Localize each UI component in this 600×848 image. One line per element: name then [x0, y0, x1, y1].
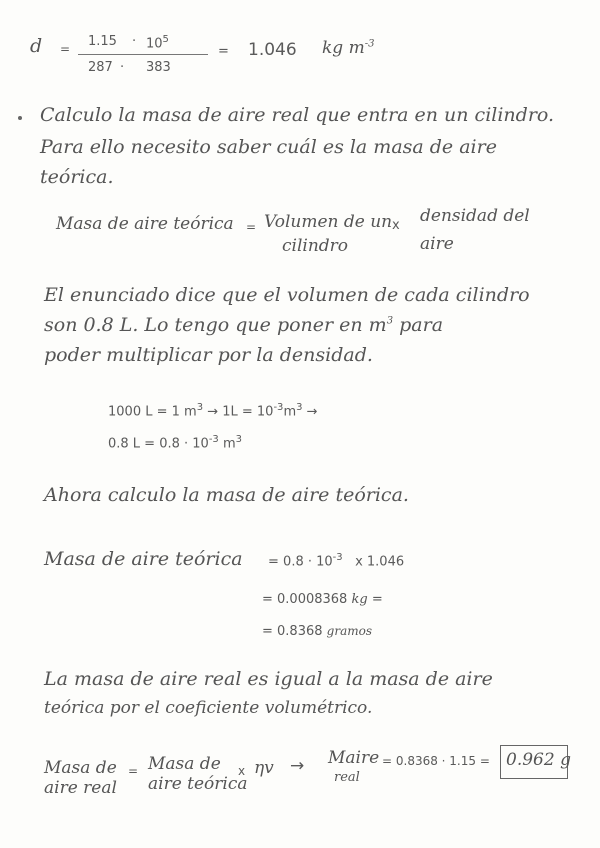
- eq-term-density-b: aire: [420, 234, 454, 254]
- bullet-point: [18, 116, 22, 120]
- para1-line2: Para ello necesito saber cuál es la masa de aire: [40, 136, 497, 158]
- final-equals: =: [128, 764, 139, 778]
- final-expression: = 0.8368 · 1.15 =: [382, 754, 490, 768]
- final-m-air-b: real: [334, 770, 360, 785]
- eq-term-volume-b: cilindro: [282, 236, 349, 256]
- eq-term-mass-theoretical: Masa de aire teórica: [56, 214, 234, 234]
- para1-line1: Calculo la masa de aire real que entra en un cilindro.: [40, 104, 555, 126]
- eq-times: x: [392, 218, 400, 233]
- eq-term-volume-a: Volumen de un: [264, 212, 393, 232]
- denominator-dot: ·: [120, 60, 125, 75]
- denominator-a: 287: [88, 60, 113, 75]
- final-term1-a: Masa de: [44, 758, 117, 778]
- final-arrow: →: [290, 756, 305, 776]
- calc-label: Masa de aire teórica: [44, 548, 243, 570]
- para3-line1: Ahora calculo la masa de aire teórica.: [44, 484, 409, 506]
- calc-step3: = 0.8368 gramos: [262, 624, 372, 639]
- density-result: 1.046: [248, 40, 297, 60]
- conversion-line1: 1000 L = 1 $m^3 \to 1L = 10^{-3}m^3$ →: [108, 402, 318, 420]
- fraction-line: [78, 54, 208, 55]
- final-term2-b: aire teórica: [148, 774, 248, 794]
- density-unit: kg $m^{-3}$: [322, 38, 375, 58]
- final-m-air-a: Maire: [328, 748, 380, 768]
- eta-volumetric: ηv: [254, 758, 274, 778]
- equals-sign: =: [60, 42, 71, 56]
- para4-line1: La masa de aire real es igual a la masa de aire: [44, 668, 493, 690]
- equals-sign-2: =: [218, 44, 229, 59]
- denominator-b: 383: [146, 60, 171, 75]
- eq-term-density-a: densidad del: [420, 206, 530, 226]
- final-term1-b: aire real: [44, 778, 117, 798]
- para2-line3: poder multiplicar por la densidad.: [44, 344, 373, 366]
- density-symbol: d: [30, 35, 43, 57]
- para1-line3: teórica.: [40, 166, 114, 188]
- final-result: 0.962 g: [506, 750, 571, 770]
- calc-step2: = 0.0008368 kg =: [262, 592, 383, 607]
- final-term2-a: Masa de: [148, 754, 221, 774]
- eq-equals: =: [246, 220, 257, 234]
- para2-line1: El enunciado dice que el volumen de cada cilindro: [44, 284, 530, 306]
- final-times: x: [238, 764, 246, 778]
- numerator-a: 1.15: [88, 34, 117, 49]
- numerator-b: $10^5$: [146, 34, 169, 52]
- numerator-dot: ·: [132, 34, 137, 49]
- para2-line2: son 0.8 L. Lo tengo que poner en $m^3$ para: [44, 314, 444, 336]
- para4-line2: teórica por el coeficiente volumétrico.: [44, 698, 373, 718]
- calc-step1: = $0.8 \cdot 10^{-3}$ x 1.046: [268, 552, 405, 570]
- conversion-line2: 0.8 $L = 0.8 \cdot 10^{-3}$ $m^3$: [108, 434, 242, 452]
